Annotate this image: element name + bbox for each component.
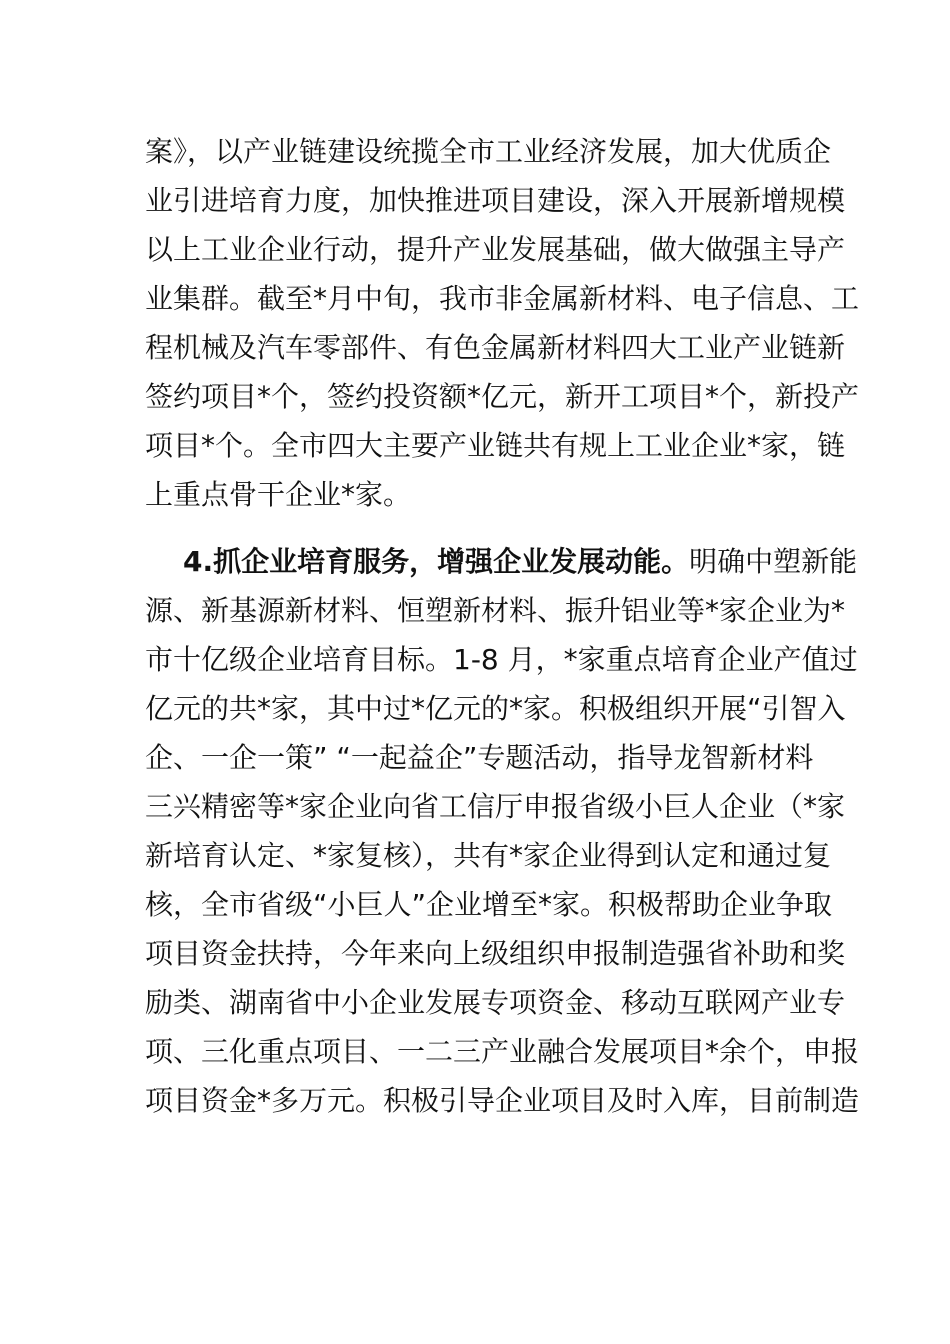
text-line: 项目*个。全市四大主要产业链共有规上工业企业*家，链: [145, 429, 846, 462]
text-line: 以上工业企业行动，提升产业发展基础，做大做强主导产: [145, 233, 846, 266]
text-line: 案》，以产业链建设统揽全市工业经济发展，加大优质企: [145, 135, 832, 168]
text-line: 业集群。截至*月中旬，我市非金属新材料、电子信息、工: [145, 282, 860, 315]
paragraph-first-line: [183, 542, 858, 582]
section-heading: 4.抓企业培育服务，增强企业发展动能。: [183, 545, 690, 578]
text-line: 励类、湖南省中小企业发展专项资金、移动互联网产业专: [145, 986, 846, 1019]
text-line: 源、新基源新材料、恒塑新材料、振升铝业等*家企业为*: [145, 594, 846, 627]
text-line: 新培育认定、*家复核），共有*家企业得到认定和通过复: [145, 839, 832, 872]
text-line: 项、三化重点项目、一二三产业融合发展项目*余个，申报: [145, 1035, 860, 1068]
text-line: 市十亿级企业培育目标。1-8 月，*家重点培育企业产值过: [145, 643, 858, 676]
text-line: 签约项目*个，签约投资额*亿元，新开工项目*个，新投产: [145, 380, 860, 413]
text-line: 项目资金扶持，今年来向上级组织申报制造强省补助和奖: [145, 937, 846, 970]
text-line: 程机械及汽车零部件、有色金属新材料四大工业产业链新: [145, 331, 846, 364]
text-line: 业引进培育力度，加快推进项目建设，深入开展新增规模: [145, 184, 846, 217]
text-line: 核，全市省级“小巨人”企业增至*家。积极帮助企业争取: [145, 888, 833, 921]
text-line: 项目资金*多万元。积极引导企业项目及时入库，目前制造: [145, 1084, 860, 1117]
text-line: 三兴精密等*家企业向省工信厅申报省级小巨人企业（*家: [145, 790, 846, 823]
text-line-rest: 明确中塑新能: [689, 545, 858, 578]
text-line: 上重点骨干企业*家。: [145, 478, 412, 511]
text-line: 企、一企一策” “一起益企”专题活动，指导龙智新材料: [145, 741, 814, 774]
text-line: 亿元的共*家，其中过*亿元的*家。积极组织开展“引智入: [145, 692, 846, 725]
